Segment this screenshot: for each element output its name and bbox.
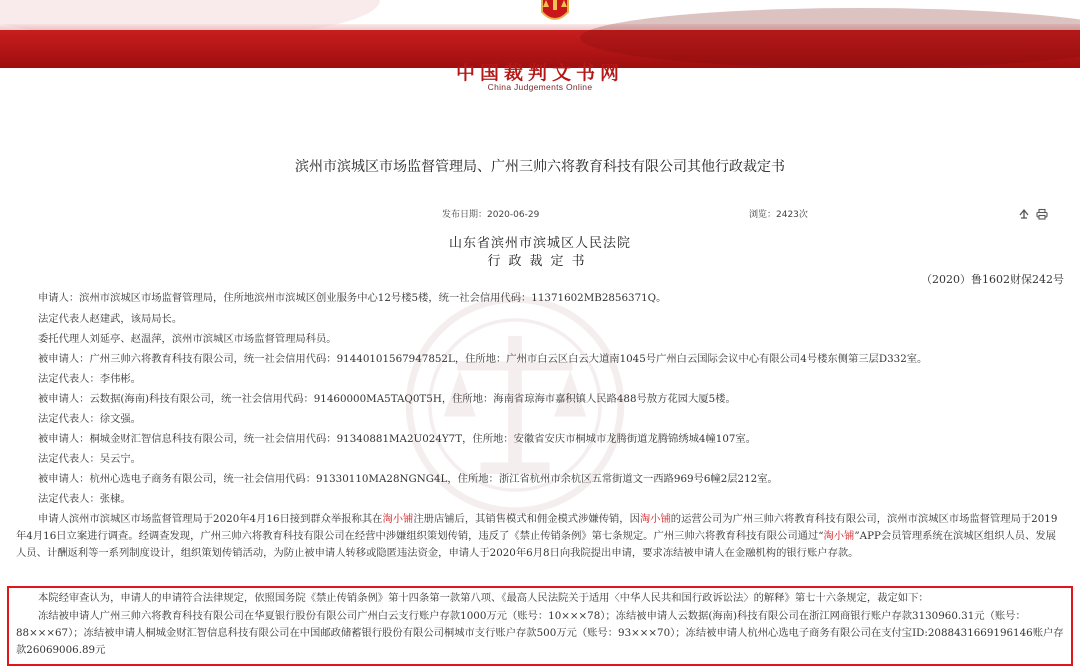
party-line: 被申请人：桐城金财汇智信息科技有限公司，统一社会信用代码：91340881MA2U024Y7T，住所地：安徽省安庆市桐城市龙腾街道龙腾锦绣城4幢107室。 [38, 433, 757, 445]
print-icon[interactable] [1036, 205, 1048, 217]
case-number: （2020）鲁1602财保242号 [921, 273, 1064, 286]
party-line: 法定代表人：李伟彬。 [38, 373, 141, 385]
document-kind: 行政裁定书 [487, 254, 593, 269]
document-title: 滨州市滨城区市场监督管理局、广州三帅六将教育科技有限公司其他行政裁定书 [295, 159, 785, 175]
party-line: 被申请人：广州三帅六将教育科技有限公司，统一社会信用代码：91440101567947852L，住所地：广州市白云区白云大道南1045号广州白云国际会议中心有限公司4号楼东侧第三层D332室。 [38, 353, 928, 365]
site-title[interactable]: 中国裁判文书网 [455, 62, 624, 84]
highlight-taoxiaopu: 淘小铺 [639, 513, 671, 525]
document-tools [1018, 205, 1048, 217]
party-line: 法定代表人：徐文强。 [38, 413, 141, 425]
party-line: 法定代表人：张棣。 [38, 493, 131, 505]
facts-paragraph: 申请人滨州市滨城区市场监督管理局于2020年4月16日接到群众举报称其在淘小铺注册店铺后，其销售模式和佣金模式涉嫌传销，因淘小铺的运营公司为广州三帅六将教育科技有限公司，滨州市滨城区市场监督管理局于2019年4月16日立案进行调查。经调查发现，广州三帅六将教育科技有限公司在经营中涉嫌组织策划传销，违反了《禁止传销条例》第七条规定。广州三帅六将教育科技有限公司通过“淘小铺”APP会员管理系统在滨城区组织人员、发展人员、计酬返利等一系列制度设计，组织策划传销活动，为防止被申请人转移或隐匿违法资金，申请人于2020年6月8日向我院提出申请，要求冻结被申请人在金融机构的银行账户存款。 [16, 513, 1058, 559]
highlight-taoxiaopu: 淘小铺 [823, 530, 855, 542]
ruling-paragraph: 本院经审查认为，申请人的申请符合法律规定，依照国务院《禁止传销条例》第十四条第一款第八项、《最高人民法院关于适用〈中华人民共和国行政诉讼法〉的解释》第七十六条规定，裁定如下： [38, 592, 929, 604]
party-line: 被申请人：杭州心选电子商务有限公司，统一社会信用代码：91330110MA28NGNG4L，住所地：浙江省杭州市余杭区五常街道文一西路969号6幢2层212室。 [38, 473, 778, 485]
party-line: 法定代表人：吴云宁。 [38, 453, 141, 465]
highlight-taoxiaopu: 淘小铺 [382, 513, 414, 525]
party-line: 被申请人：云数据(海南)科技有限公司，统一社会信用代码：91460000MA5TAQ0T5H，住所地：海南省琼海市嘉积镇人民路488号敖方花园大厦5楼。 [38, 393, 736, 405]
site-header [0, 0, 1080, 100]
court-name: 山东省滨州市滨城区人民法院 [448, 236, 631, 251]
share-icon[interactable] [1018, 205, 1030, 217]
party-line: 法定代表人赵建武，该局局长。 [38, 313, 183, 325]
party-line: 申请人：滨州市滨城区市场监督管理局，住所地滨州市滨城区创业服务中心12号楼5楼，统一社会信用代码：11371602MB2856371Q。 [38, 292, 667, 304]
court-emblem-icon [540, 0, 570, 28]
party-line: 委托代理人刘延亭、赵温萍，滨州市滨城区市场监督管理局科员。 [38, 333, 337, 345]
site-subtitle: China Judgements Online [487, 82, 593, 92]
view-count: 浏览：2423次 [749, 210, 808, 220]
freeze-order-paragraph: 冻结被申请人广州三帅六将教育科技有限公司在华夏银行股份有限公司广州白云支行账户存款1000万元（账号：10×××78）；冻结被申请人云数据(海南)科技有限公司在浙江网商银行账户存款3130960.31元（账号：88×××67）；冻结被申请人桐城金财汇智信息科技有限公司在中国邮政储蓄银行股份有限公司桐城市支行账户存款500万元（账号：93×××70）；冻结被申请人杭州心选电子商务有限公司在支付宝ID:2088431669196146账户存款26069006.89元 [16, 610, 1064, 656]
publish-date: 发布日期：2020-06-29 [442, 210, 540, 220]
